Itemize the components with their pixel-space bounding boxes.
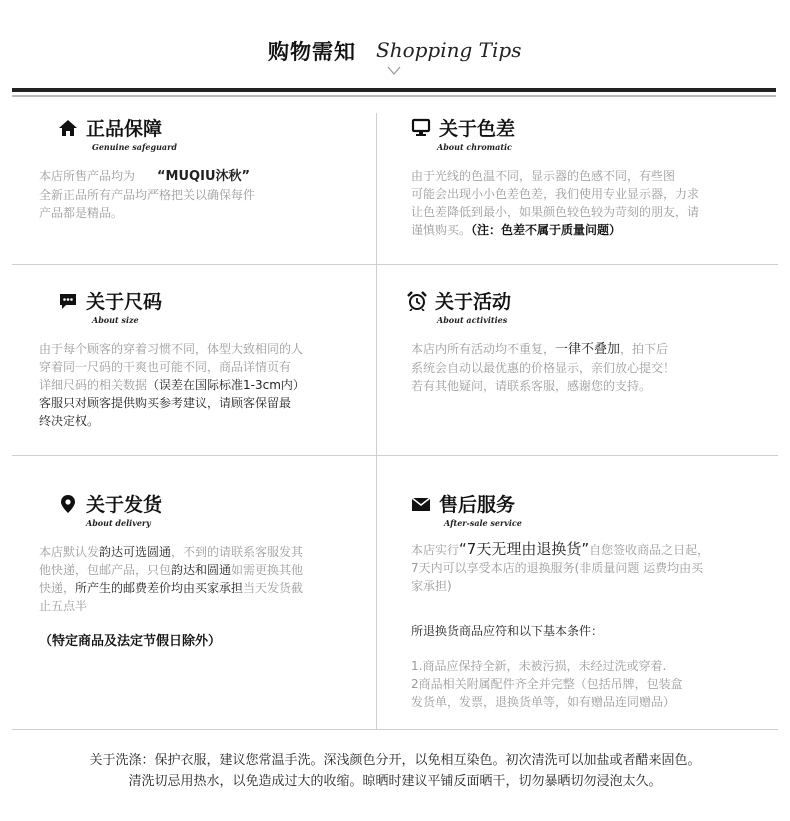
section-title-color: 关于色差 bbox=[411, 114, 515, 141]
section-subtitle-aftersale: After-sale service bbox=[444, 518, 522, 528]
header-divider bbox=[12, 88, 776, 92]
section-subtitle-genuine: Genuine safeguard bbox=[92, 142, 177, 152]
column-divider bbox=[376, 113, 377, 729]
row-divider bbox=[12, 729, 778, 730]
header-divider-thin bbox=[12, 95, 776, 97]
section-text-activity: 本店内所有活动均不重复，一律不叠加，拍下后 系统会自动以最优惠的价格显示，亲们放心提交！ 若有其他疑问，请联系客服，感谢您的支持。 bbox=[411, 342, 676, 393]
section-text-aftersale: 本店实行“7天无理由退换货”自您签收商品之日起， 7天内可以享受本店的退换服务(非质量问题 运费均由买 家承担) bbox=[411, 540, 710, 593]
page-title-en: Shopping Tips bbox=[376, 38, 522, 62]
section-subtitle-shipping: About delivery bbox=[86, 518, 151, 528]
footer-wash-line1: 关于洗涤：保护衣服，建议您常温手洗。深浅颜色分开，以免相互染色。初次清洗可以加盐或者醋来固色。 bbox=[89, 753, 701, 768]
section-text-genuine: 本店所售产品均为 “MUQIU沐秋” 全新正品所有产品均严格把关以确保每件 产品都是精品。 bbox=[39, 169, 256, 220]
chevron-down-icon bbox=[387, 66, 401, 76]
alarm-clock-icon bbox=[407, 291, 427, 311]
section-conditions-title: 所退换货商品应符和以下基本条件： bbox=[411, 624, 604, 638]
home-icon bbox=[58, 118, 78, 138]
location-pin-icon bbox=[58, 494, 78, 514]
section-title-activity: 关于活动 bbox=[407, 287, 511, 314]
section-text-color: 由于光线的色温不同，显示器的色感不同，有些图 可能会出现小小色差色差，我们使用专业显示器，力求 让色差降低到最小，如果颜色较色较为苛刻的朋友，请 谨慎购买。（注：色差不属于质量问题） bbox=[411, 169, 700, 237]
row-divider bbox=[12, 455, 778, 456]
envelope-icon bbox=[411, 494, 431, 514]
page-title: 购物需知 bbox=[268, 40, 356, 64]
section-title-genuine: 正品保障 bbox=[58, 114, 162, 141]
section-subtitle-activity: About activities bbox=[437, 315, 508, 325]
section-subtitle-color: About chromatic bbox=[437, 142, 512, 152]
section-note-shipping: （特定商品及法定节假日除外） bbox=[39, 634, 222, 649]
section-title-aftersale: 售后服务 bbox=[411, 490, 515, 517]
monitor-icon bbox=[411, 118, 431, 138]
row-divider bbox=[12, 264, 778, 265]
section-text-size: 由于每个顾客的穿着习惯不同，体型大致相同的人 穿着同一尺码的干爽也可能不同，商品详情页有 详细尺码的相关数据（误差在国际标准1-3cm内） 客服只对顾客提供购买参考建议，请顾客保留最 终决定权。 bbox=[39, 342, 305, 428]
section-text-shipping: 本店默认发韵达可选圆通，不到的请联系客服发其 他快递，包邮产品，只包韵达和圆通如需更换其他 快递，所产生的邮费差价均由买家承担当天发货截 止五点半 bbox=[39, 545, 304, 613]
section-subtitle-size: About size bbox=[92, 315, 139, 325]
section-title-shipping: 关于发货 bbox=[58, 490, 162, 517]
section-title-size: 关于尺码 bbox=[58, 287, 162, 314]
page-header bbox=[0, 0, 790, 90]
chat-bubble-icon bbox=[58, 291, 78, 311]
footer-wash-line2: 清洗切忌用热水，以免造成过大的收缩。晾晒时建议平铺反面晒干，切勿暴晒切勿浸泡太久。 bbox=[128, 774, 662, 789]
section-conditions-list: 1.商品应保持全新，未被污损，未经过洗或穿着. 2商品相关附属配件齐全并完整（包括吊牌，包装盒 发货单，发票，退换货单等，如有赠品连同赠品） bbox=[411, 659, 683, 709]
